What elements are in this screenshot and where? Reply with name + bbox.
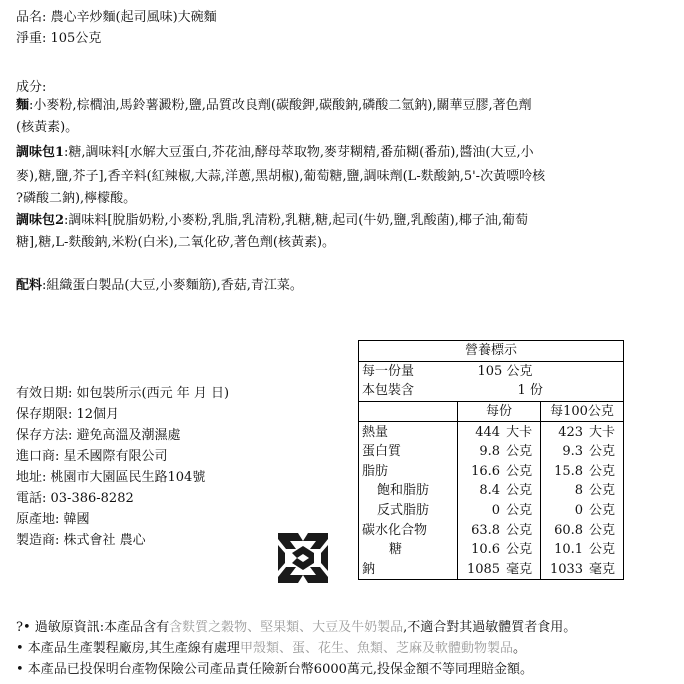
nutrient-unit: 公克 <box>503 462 540 482</box>
nutrient-unit-100g: 公克 <box>586 442 623 462</box>
product-info-list <box>16 383 229 551</box>
noodle-label: 麵 <box>16 98 30 113</box>
nutrient-value-100g: 423 <box>540 422 586 442</box>
nutrient-value-100g: 9.3 <box>540 442 586 462</box>
noodle-ingredients-line-2: (核黃素)。 <box>16 120 79 135</box>
facility-note-lead: • 本產品生產製程廠房,其生產線有處理 <box>16 641 240 656</box>
nutrient-value-100g: 15.8 <box>540 462 586 482</box>
facility-note <box>16 639 526 659</box>
pack2-label: 調味包2 <box>16 213 65 228</box>
pack2-line-2: 糖],糖,L-麩酸鈉,米粉(白米),二氧化矽,著色劑(核黃素)。 <box>16 235 336 250</box>
allergen-note-items: 含麩質之穀物、堅果類、大豆及牛奶製品 <box>169 620 404 635</box>
facility-note-tail: 。 <box>512 641 526 656</box>
pack1-line-2: 麥),糖,鹽,芥子],香辛料(紅辣椒,大蒜,洋蔥,黑胡椒),葡萄糖,鹽,調味劑(L-麩酸鈉,5'-次黃嘌呤核 <box>16 169 546 184</box>
nutrient-name: 蛋白質 <box>359 442 458 462</box>
nutrient-unit-100g: 公克 <box>586 540 623 560</box>
nutrient-name: 鈉 <box>359 560 458 580</box>
nutrient-value: 16.6 <box>458 462 504 482</box>
pack1-text: :糖,調味料[水解大豆蛋白,芥花油,酵母萃取物,麥芽糊精,番茄糊(番茄),醬油(大豆,小 <box>64 145 534 160</box>
nutrient-name: 熱量 <box>359 422 458 442</box>
allergen-note-lead: ?• 過敏原資訊:本產品含有 <box>16 620 170 635</box>
nutrient-unit: 公克 <box>503 481 540 501</box>
nutrient-name: 飽和脂肪 <box>359 481 458 501</box>
nutrient-unit-100g: 毫克 <box>586 560 623 580</box>
col-per-100g: 每100公克 <box>540 401 623 422</box>
nutrient-name: 反式脂肪 <box>359 501 458 521</box>
address: 地址: 桃園市大園區民生路104號 <box>16 470 206 485</box>
allergen-note <box>16 618 576 638</box>
origin: 原產地: 韓國 <box>16 512 90 527</box>
nutrient-value: 63.8 <box>458 520 504 540</box>
nutrient-value: 10.6 <box>458 540 504 560</box>
pack1-label: 調味包1 <box>16 145 65 160</box>
nutrient-unit: 公克 <box>503 501 540 521</box>
nutrient-value-100g: 1033 <box>540 560 586 580</box>
nutrient-value-100g: 0 <box>540 501 586 521</box>
nutrient-name: 糖 <box>359 540 458 560</box>
nutrient-value: 0 <box>458 501 504 521</box>
nutrient-unit-100g: 公克 <box>586 520 623 540</box>
product-name: 品名: 農心辛炒麵(起司風味)大碗麵 <box>16 10 217 25</box>
nutrient-value-100g: 60.8 <box>540 520 586 540</box>
nutrient-value: 8.4 <box>458 481 504 501</box>
serving-value: 105 公克 <box>458 361 624 381</box>
per-pack-value: 1 份 <box>458 381 624 401</box>
extra-label: 配料 <box>16 278 43 293</box>
noodle-text: :小麥粉,棕櫚油,馬鈴薯澱粉,鹽,品質改良劑(碳酸鉀,碳酸鈉,磷酸二氫鈉),關華豆膠,著色劑 <box>29 98 532 113</box>
nutrient-name: 碳水化合物 <box>359 520 458 540</box>
net-weight: 淨重: 105公克 <box>16 31 102 46</box>
nutrient-value: 444 <box>458 422 504 442</box>
nutrient-value: 1085 <box>458 560 504 580</box>
noodle-ingredients-line-1 <box>16 96 532 116</box>
nutrient-name: 脂肪 <box>359 462 458 482</box>
nutrient-unit-100g: 公克 <box>586 501 623 521</box>
nutrition-title: 營養標示 <box>359 341 624 362</box>
serving-label: 每一份量 <box>359 361 458 381</box>
nutrient-value: 9.8 <box>458 442 504 462</box>
storage-method: 保存方法: 避免高溫及潮濕處 <box>16 428 181 443</box>
nutrient-unit: 公克 <box>503 520 540 540</box>
phone: 電話: 03-386-8282 <box>16 491 134 506</box>
extra-ingredients <box>16 276 303 296</box>
pack1-line-3: ?磷酸二鈉),檸檬酸。 <box>16 191 137 206</box>
facility-note-items: 甲殼類、蛋、花生、魚類、芝麻及軟體動物製品 <box>239 641 513 656</box>
nutrient-value-100g: 10.1 <box>540 540 586 560</box>
ingredients-heading: 成分: <box>16 80 47 95</box>
nutrient-unit: 毫克 <box>503 560 540 580</box>
manufacturer: 製造商: 株式會社 農心 <box>16 533 146 548</box>
nutrient-value-100g: 8 <box>540 481 586 501</box>
nutrient-unit-100g: 公克 <box>586 481 623 501</box>
expiry-date: 有效日期: 如包裝所示(西元 年 月 日) <box>16 386 230 401</box>
pack2-line-1 <box>16 211 528 231</box>
col-per-serving: 每份 <box>458 401 541 422</box>
insurance-note: • 本產品已投保明台產物保險公司產品責任險新台幣6000萬元,投保金額不等同理賠金額。 <box>16 662 534 677</box>
importer: 進口商: 星禾國際有限公司 <box>16 449 168 464</box>
nutrition-table <box>358 340 624 580</box>
nutrient-unit: 公克 <box>503 540 540 560</box>
nutrient-unit-100g: 大卡 <box>586 422 623 442</box>
recycle-mark-icon <box>272 527 334 589</box>
per-pack-label: 本包裝含 <box>359 381 458 401</box>
allergen-note-tail: ,不適合對其過敏體質者食用。 <box>403 620 577 635</box>
nutrient-unit: 公克 <box>503 442 540 462</box>
pack2-text: :調味料[脫脂奶粉,小麥粉,乳脂,乳清粉,乳糖,糖,起司(牛奶,鹽,乳酸菌),椰子油,葡萄 <box>64 213 528 228</box>
header-empty <box>359 401 458 422</box>
extra-text: :組織蛋白製品(大豆,小麥麵筋),香菇,青江菜。 <box>42 278 303 293</box>
pack1-line-1 <box>16 143 534 163</box>
shelf-life: 保存期限: 12個月 <box>16 407 120 422</box>
nutrient-unit-100g: 公克 <box>586 462 623 482</box>
nutrient-unit: 大卡 <box>503 422 540 442</box>
